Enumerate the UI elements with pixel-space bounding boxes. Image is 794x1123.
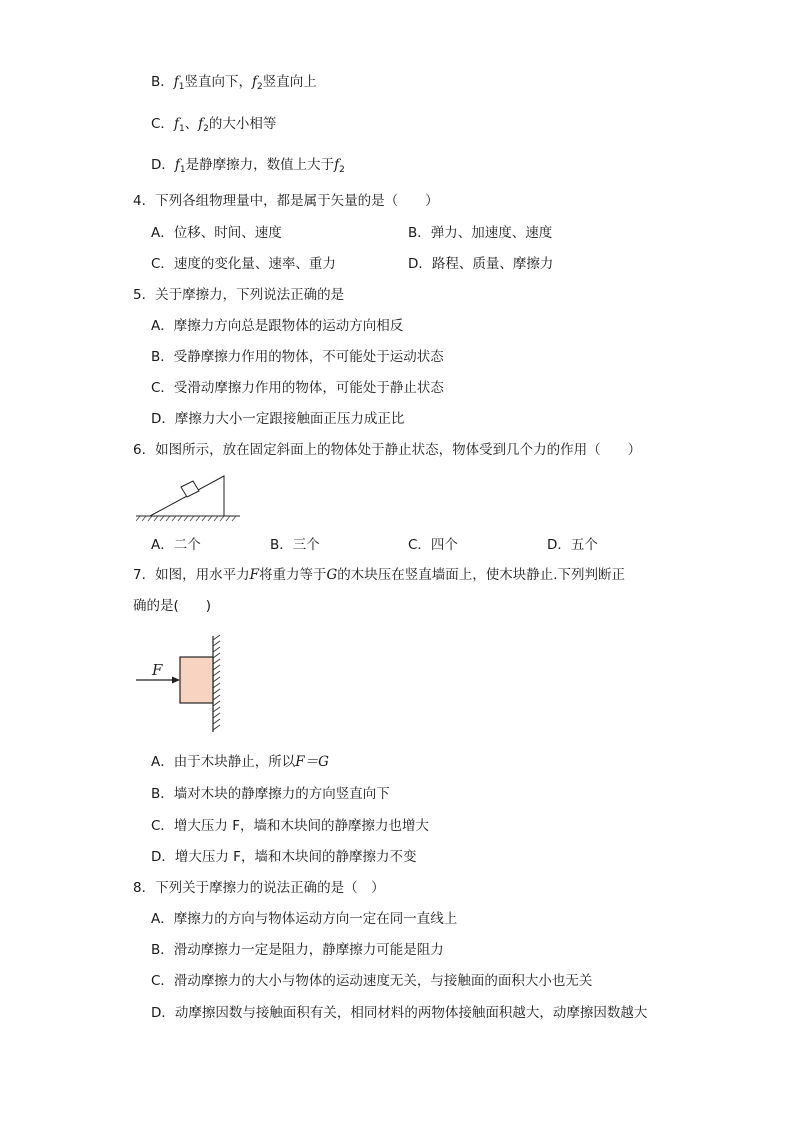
wall-hatching	[213, 635, 220, 730]
q8-option-c: C．滑动摩擦力的大小与物体的运动速度无关，与接触面的面积大小也无关	[151, 973, 593, 989]
wall-block-figure	[134, 634, 230, 734]
q5-stem: 5．关于摩擦力，下列说法正确的是	[133, 287, 345, 303]
q6-option-b: B．三个	[270, 537, 320, 553]
q7-option-b: B．墙对木块的静摩擦力的方向竖直向下	[151, 786, 390, 802]
q7-option-c: C．增大压力 F，墙和木块间的静摩擦力也增大	[151, 818, 429, 834]
q6-option-d: D．五个	[547, 537, 598, 553]
q3-option-b: B．$f_1$竖直向下，$f_2$竖直向上	[151, 74, 317, 92]
q4-option-b: B．弹力、加速度、速度	[408, 225, 553, 241]
q7-stem-line2: 确的是( )	[133, 598, 212, 614]
q6-option-c: C．四个	[408, 537, 458, 553]
q5-option-c: C．受滑动摩擦力作用的物体，可能处于静止状态	[151, 380, 444, 396]
block-on-incline	[181, 481, 199, 497]
q5-option-a: A．摩擦力方向总是跟物体的运动方向相反	[151, 318, 404, 334]
incline-figure	[136, 470, 242, 522]
q8-option-b: B．滑动摩擦力一定是阻力，静摩擦力可能是阻力	[151, 942, 444, 958]
force-label: F	[152, 661, 163, 679]
q4-option-c: C．速度的变化量、速率、重力	[151, 256, 336, 272]
wooden-block	[180, 657, 213, 703]
force-arrow-head	[172, 677, 180, 684]
q7-stem-line1: 7．如图，用水平力F将重力等于G的木块压在竖直墙面上，使木块静止.下列判断正	[133, 567, 626, 583]
q4-option-a: A．位移、时间、速度	[151, 225, 282, 241]
q6-option-a: A．二个	[151, 537, 201, 553]
q7-option-d: D．增大压力 F，墙和木块间的静摩擦力不变	[151, 849, 417, 865]
q6-stem: 6．如图所示，放在固定斜面上的物体处于静止状态，物体受到几个力的作用（ ）	[133, 442, 642, 458]
ground-hatching	[136, 516, 236, 521]
q8-option-a: A．摩擦力的方向与物体运动方向一定在同一直线上	[151, 911, 458, 927]
q5-option-b: B．受静摩擦力作用的物体，不可能处于运动状态	[151, 349, 444, 365]
q4-stem: 4．下列各组物理量中，都是属于矢量的是（ ）	[133, 193, 439, 209]
q5-option-d: D．摩擦力大小一定跟接触面正压力成正比	[151, 411, 405, 427]
q8-option-d: D．动摩擦因数与接触面积有关，相同材料的两物体接触面积越大，动摩擦因数越大	[151, 1005, 648, 1021]
q3-option-d: D．$f_1$是静摩擦力，数值上大于$f_2$	[151, 157, 345, 175]
q7-option-a: A．由于木块静止，所以F＝G	[151, 754, 329, 770]
q3-option-c: C．$f_1$、$f_2$的大小相等	[151, 116, 277, 134]
q8-stem: 8．下列关于摩擦力的说法正确的是（ ）	[133, 880, 385, 896]
q4-option-d: D．路程、质量、摩擦力	[408, 256, 554, 272]
